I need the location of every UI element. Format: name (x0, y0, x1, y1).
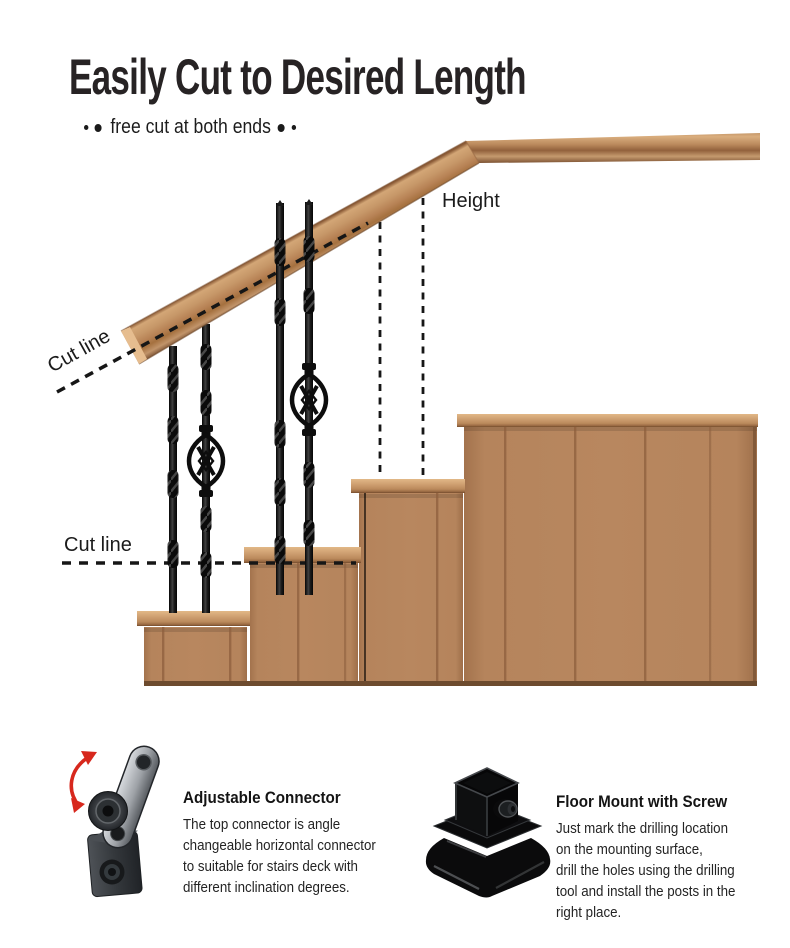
subtitle (84, 116, 296, 139)
product-title: Adjustable Connector (183, 789, 341, 807)
product-card-floor-mount (556, 793, 735, 924)
product-description-line: drill the holes using the drilling (556, 863, 735, 879)
product-description-line: to suitable for stairs deck with (183, 859, 358, 875)
bullet-dot-icon (84, 125, 88, 130)
product-title: Floor Mount with Screw (556, 793, 728, 811)
stair-step-2 (244, 547, 361, 683)
product-card-adjustable-connector (183, 789, 376, 899)
product-description-line: on the mounting surface, (556, 842, 703, 858)
stairs-wood (137, 414, 758, 686)
cut-line-upper-label: Cut line (44, 325, 114, 378)
basket-ornament (292, 363, 326, 436)
product-description-line: right place. (556, 905, 622, 921)
basket-ornament (189, 425, 223, 497)
stairs-ground-shadow (144, 681, 757, 686)
subtitle-text: free cut at both ends (110, 116, 271, 138)
handrail (121, 133, 760, 364)
product-description-line: The top connector is angle (183, 817, 341, 833)
product-description-line: different inclination degrees. (183, 880, 350, 896)
page-title: Easily Cut to Desired Length (69, 49, 526, 105)
product-description-line: tool and install the posts in the (556, 884, 736, 900)
baluster-1-twist (168, 346, 179, 613)
bullet-dot-icon (95, 124, 102, 132)
stair-step-1 (137, 611, 250, 683)
bullet-dot-icon (278, 124, 285, 132)
cut-line-lower-label: Cut line (64, 534, 132, 556)
product-description-line: Just mark the drilling location (556, 821, 729, 837)
baluster-3-twist (275, 200, 286, 595)
floor-mount-illustration (426, 768, 550, 898)
bullet-dot-icon (292, 125, 296, 130)
baluster-2-basket (189, 324, 223, 613)
adjustable-connector-illustration (71, 742, 163, 897)
product-description-line: changeable horizontal connector (183, 838, 376, 854)
height-label: Height (442, 190, 500, 212)
stair-step-3 (351, 479, 465, 683)
mount-set-screw (493, 799, 517, 819)
stair-platform (457, 414, 758, 684)
height-measure-lines (380, 198, 423, 478)
